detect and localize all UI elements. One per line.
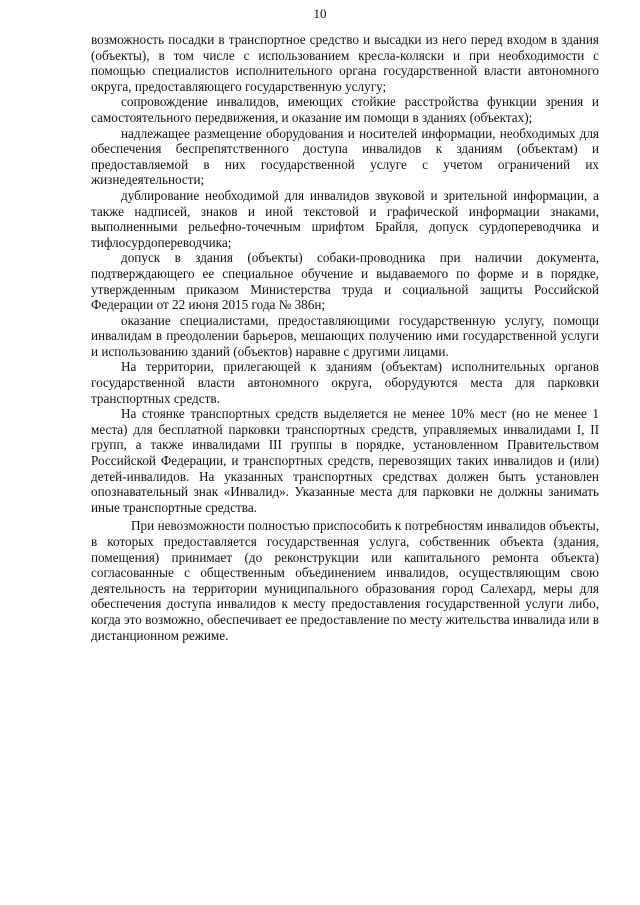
paragraph-alternative-measures: При невозможности полностью приспособить к потребностям инвалидов объекты, в которых предоставляется государственная услуга, собственник объекта (здания, помещения) принимает (до реконструкции или капитального ремонта объекта) согласованные с общественным объединением инвалидов, осуществляющим свою деятельность на территории муниципального образования город Салехард, меры для обеспечения доступа инвалидов к месту предоставления государственной услуги либо, когда это возможно, обеспечивает ее предоставление по месту жительства инвалида или в дистанционном режиме. — [91, 518, 599, 643]
document-body — [91, 32, 599, 643]
paragraph-braille-duplication: дублирование необходимой для инвалидов звуковой и зрительной информации, а также надписей, знаков и иной текстовой и графической информации знаками, выполненными рельефно-точечным шрифтом Брайля, допуск сурдопереводчика и тифлосурдопереводчика; — [91, 187, 599, 250]
paragraph-parking-spaces: На стоянке транспортных средств выделяется не менее 10% мест (но не менее 1 места) для бесплатной парковки транспортных средств, управляемых инвалидами I, II групп, а также инвалидами III группы в порядке, установленном Правительством Российской Федерации, и транспортных средств, перевозящих таких инвалидов и (или) детей-инвалидов. На указанных транспортных средствах должен быть установлен опознавательный знак «Инвалид». Указанные места для парковки не должны занимать иные транспортные средства. — [91, 406, 599, 515]
paragraph-parking-territory: На территории, прилегающей к зданиям (объектам) исполнительных органов государственной власти автономного округа, оборудуются места для парковки транспортных средств. — [91, 359, 599, 406]
paragraph-equipment-placement: надлежащее размещение оборудования и носителей информации, необходимых для обеспечения беспрепятственного доступа инвалидов к зданиям (объектам) и предоставляемой в них государственной услуге с учетом ограничений их жизнедеятельности; — [91, 125, 599, 188]
paragraph-escort-assistance: сопровождение инвалидов, имеющих стойкие расстройства функции зрения и самостоятельного передвижения, и оказание им помощи в зданиях (объектах); — [91, 94, 599, 125]
paragraph-boarding-assistance: возможность посадки в транспортное средство и высадки из него перед входом в здания (объекты), в том числе с использованием кресла-коляски и при необходимости с помощью специалистов исполнительного органа государственной власти автономного округа, предоставляющего государственную услугу; — [91, 32, 599, 94]
paragraph-specialist-help: оказание специалистами, предоставляющими государственную услугу, помощи инвалидам в преодолении барьеров, мешающих получению ими государственной услуги и использованию зданий (объектов) наравне с другими лицами. — [91, 312, 599, 359]
paragraph-guide-dog-access: допуск в здания (объекты) собаки-проводника при наличии документа, подтверждающего ее специальное обучение и выдаваемого по форме и в порядке, утвержденным приказом Министерства труда и социальной защиты Российской Федерации от 22 июня 2015 года № 386н; — [91, 250, 599, 313]
page-number: 10 — [313, 6, 327, 21]
